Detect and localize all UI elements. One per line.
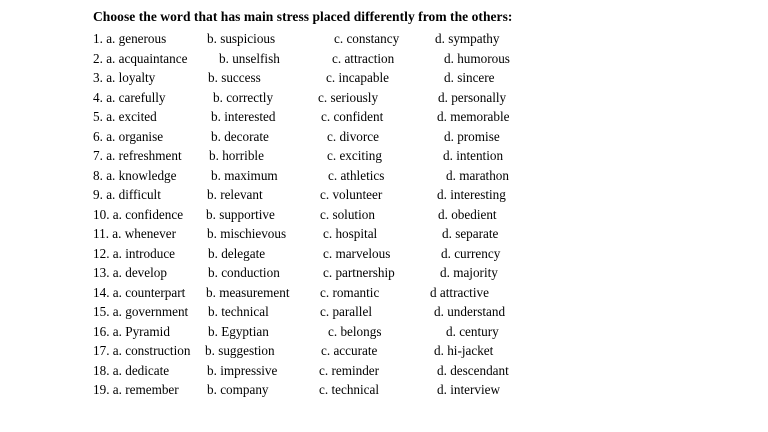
option-d: d. humorous (444, 50, 510, 66)
option-b: b. success (208, 70, 261, 85)
option-a: 9. a. difficult (93, 187, 161, 202)
option-b: b. supportive (206, 206, 275, 222)
question-row (0, 166, 768, 186)
question-row (0, 302, 768, 322)
option-c: c. exciting (327, 148, 382, 163)
option-a: 13. a. develop (93, 265, 167, 280)
question-row (0, 49, 768, 69)
option-c: c. hospital (323, 226, 378, 241)
question-row (0, 88, 768, 108)
option-b: b. decorate (211, 128, 269, 144)
option-b: b. relevant (207, 187, 263, 202)
question-row (0, 244, 768, 264)
option-a: 19. a. remember (93, 382, 179, 397)
question-row (0, 185, 768, 205)
option-d: d. marathon (446, 167, 509, 183)
option-a: 2. a. acquaintance (93, 50, 188, 66)
option-b: b. impressive (207, 362, 278, 378)
question-row (0, 29, 768, 49)
option-c: c. romantic (320, 284, 380, 300)
option-a: 17. a. construction (93, 343, 191, 358)
option-d: d. descendant (437, 362, 509, 378)
option-b: b. delegate (208, 245, 266, 261)
option-b: b. unselfish (219, 50, 280, 66)
option-d: d. majority (440, 265, 498, 280)
option-c: c. marvelous (323, 245, 391, 261)
question-row (0, 283, 768, 303)
option-b: b. measurement (206, 284, 290, 300)
option-b: b. correctly (213, 89, 274, 105)
option-b: b. conduction (208, 265, 280, 280)
option-a: 3. a. loyalty (93, 70, 156, 85)
question-row (0, 146, 768, 166)
option-a: 12. a. introduce (93, 245, 176, 261)
option-b: b. technical (208, 304, 269, 319)
question-row (0, 263, 768, 283)
option-c: c. technical (319, 382, 380, 397)
option-d: d. personally (438, 89, 507, 105)
option-d: d. memorable (437, 109, 510, 124)
option-d: d. century (446, 323, 499, 339)
option-d: d. currency (441, 245, 501, 261)
option-d: d attractive (430, 284, 489, 300)
option-c: c. belongs (328, 323, 382, 339)
option-a: 4. a. carefully (93, 89, 166, 105)
option-c: c. partnership (323, 265, 395, 280)
option-a: 14. a. counterpart (93, 284, 186, 300)
option-b: b. Egyptian (208, 323, 269, 339)
option-a: 11. a. whenever (93, 226, 176, 241)
option-b: b. company (207, 382, 269, 397)
question-row (0, 224, 768, 244)
option-c: c. attraction (332, 50, 395, 66)
option-b: b. maximum (211, 167, 278, 183)
option-d: d. intention (443, 148, 504, 163)
option-c: c. solution (320, 206, 375, 222)
question-row (0, 380, 768, 400)
exercise-instruction: Choose the word that has main stress placed differently from the others: (93, 9, 513, 24)
option-c: c. divorce (327, 128, 379, 144)
question-row (0, 68, 768, 88)
option-c: c. accurate (321, 343, 378, 358)
option-c: c. reminder (319, 362, 380, 378)
option-c: c. seriously (318, 89, 379, 105)
option-a: 8. a. knowledge (93, 167, 177, 183)
option-a: 5. a. excited (93, 109, 157, 124)
option-c: c. athletics (328, 167, 385, 183)
option-c: c. volunteer (320, 187, 383, 202)
option-d: d. sincere (444, 70, 495, 85)
option-c: c. parallel (320, 304, 372, 319)
option-b: b. mischievous (207, 226, 287, 241)
option-b: b. interested (211, 109, 276, 124)
option-c: c. incapable (326, 70, 389, 85)
option-a: 7. a. refreshment (93, 148, 182, 163)
option-b: b. horrible (209, 148, 264, 163)
option-c: c. constancy (334, 31, 400, 46)
option-a: 10. a. confidence (93, 206, 184, 222)
question-row (0, 127, 768, 147)
option-d: d. interesting (437, 187, 506, 202)
option-d: d. understand (434, 304, 506, 319)
option-d: d. hi-jacket (434, 343, 494, 358)
question-row (0, 341, 768, 361)
option-b: b. suggestion (205, 343, 275, 358)
option-d: d. interview (437, 382, 500, 397)
question-row (0, 205, 768, 225)
option-a: 6. a. organise (93, 128, 164, 144)
option-a: 18. a. dedicate (93, 362, 170, 378)
question-row (0, 361, 768, 381)
option-b: b. suspicious (207, 31, 276, 46)
option-d: d. promise (444, 128, 500, 144)
option-d: d. obedient (438, 206, 497, 222)
option-c: c. confident (321, 109, 384, 124)
option-a: 1. a. generous (93, 31, 167, 46)
option-d: d. sympathy (435, 31, 500, 46)
option-a: 16. a. Pyramid (93, 323, 170, 339)
question-row (0, 107, 768, 127)
option-d: d. separate (442, 226, 499, 241)
question-row (0, 322, 768, 342)
option-a: 15. a. government (93, 304, 189, 319)
